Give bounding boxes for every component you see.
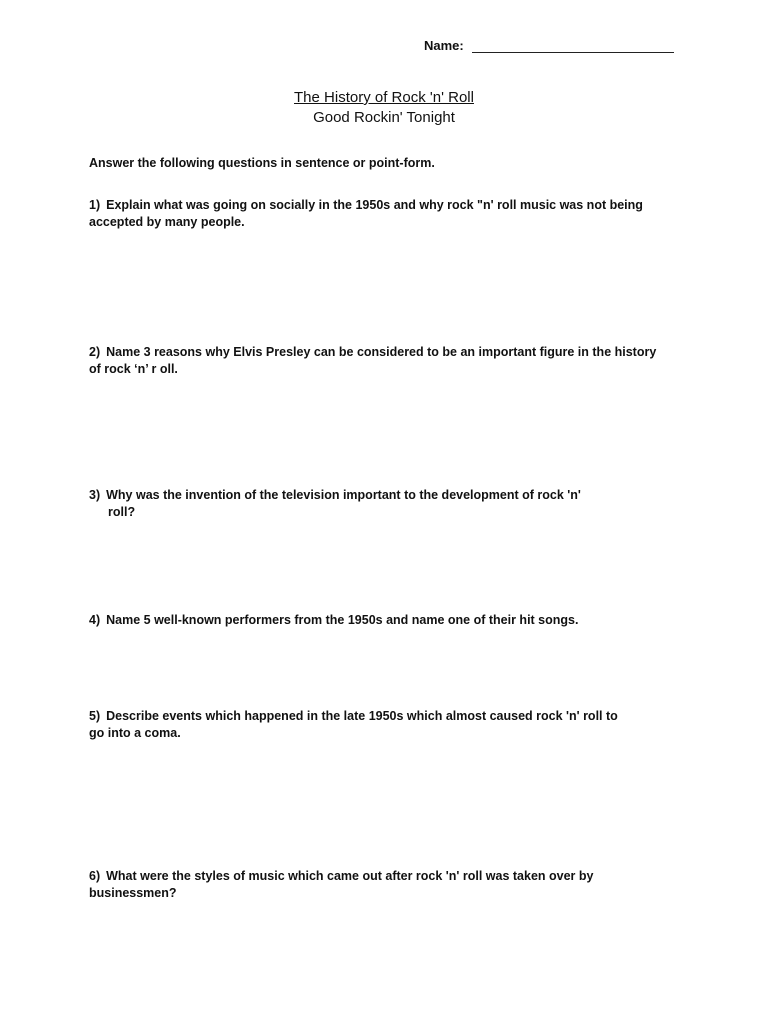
question-5 [89, 708, 629, 742]
name-label: Name: [424, 38, 464, 53]
question-6 [89, 868, 629, 902]
question-number: 2) [89, 345, 101, 359]
question-text: Name 5 well-known performers from the 1950s and name one of their hit songs. [106, 613, 579, 627]
question-number: 5) [89, 709, 101, 723]
question-number: 3) [89, 488, 101, 502]
worksheet-title [0, 88, 768, 128]
question-number: 6) [89, 869, 101, 883]
name-blank-line[interactable] [472, 36, 674, 53]
question-number: 4) [89, 613, 101, 627]
question-4 [89, 612, 669, 629]
page-title: The History of Rock 'n' Roll [294, 89, 474, 106]
question-text: What were the styles of music which came out after rock 'n' roll was taken over by businessmen? [89, 869, 594, 900]
question-text: Explain what was going on socially in the 1950s and why rock "n' roll music was not being accepted by many people. [89, 198, 643, 229]
instructions: Answer the following questions in sentence or point-form. [89, 156, 435, 170]
question-3 [89, 487, 649, 521]
page-subtitle: Good Rockin' Tonight [313, 109, 455, 126]
name-field-row [424, 36, 674, 53]
question-number: 1) [89, 198, 101, 212]
question-text-continuation: roll? [108, 505, 136, 519]
question-text: Name 3 reasons why Elvis Presley can be considered to be an important figure in the history of rock ‘n’ r oll. [89, 345, 657, 376]
question-text: Why was the invention of the television important to the development of rock 'n' [106, 488, 581, 502]
question-1 [89, 197, 669, 231]
question-text: Describe events which happened in the late 1950s which almost caused rock 'n' roll to go into a coma. [89, 709, 618, 740]
question-2 [89, 344, 669, 378]
